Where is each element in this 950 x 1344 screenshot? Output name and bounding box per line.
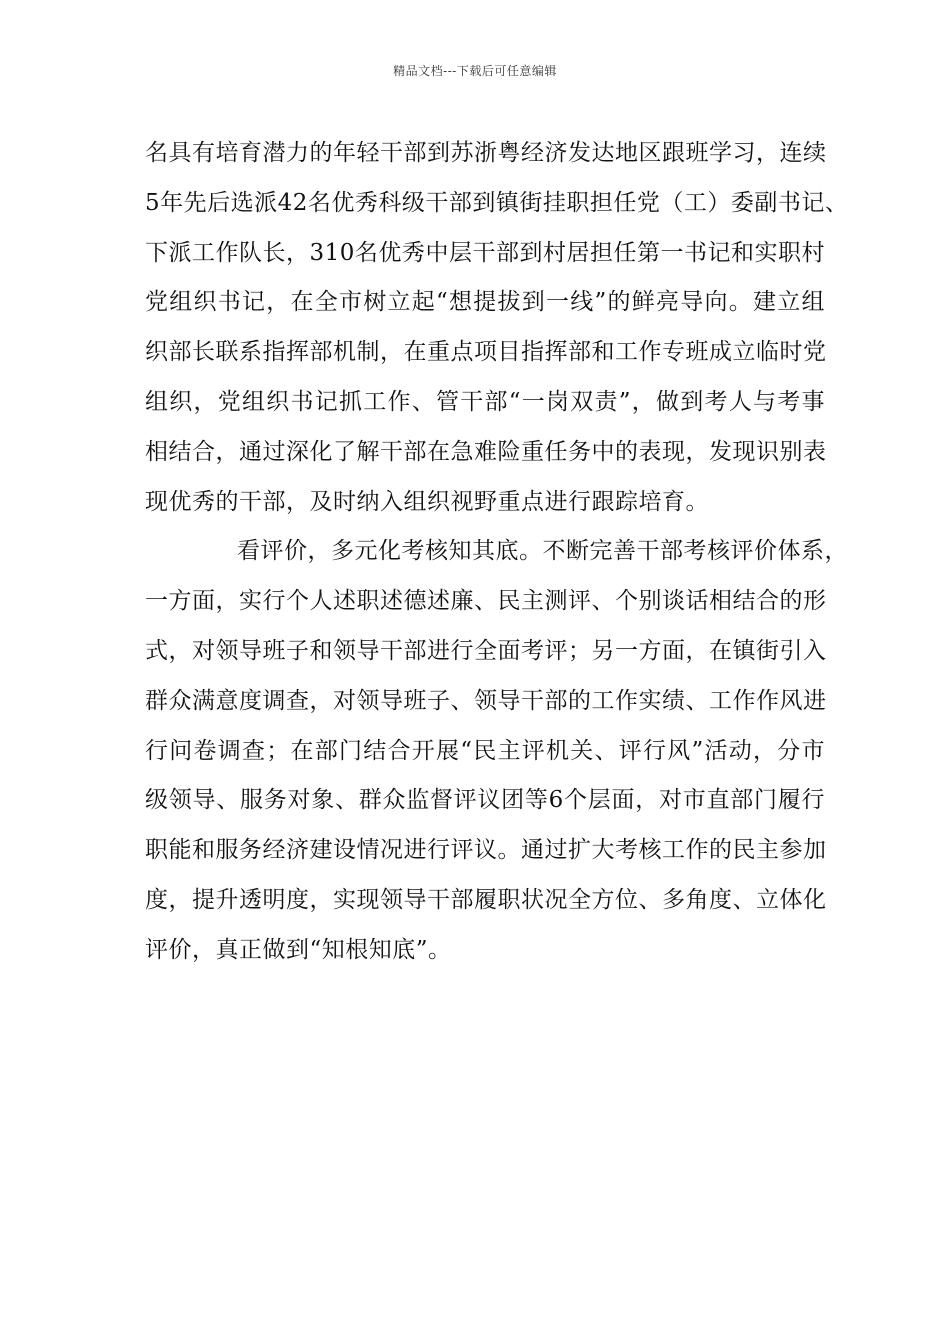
page-header: 精品文档---下载后可任意编辑 xyxy=(393,64,557,78)
paragraph-line: 织部长联系指挥部机制，在重点项目指挥部和工作专班成立临时党 xyxy=(145,339,827,366)
paragraph-line: 相结合，通过深化了解干部在急难险重任务中的表现，发现识别表 xyxy=(145,438,827,465)
paragraph-line: 一方面，实行个人述职述德述廉、民主测评、个别谈话相结合的形 xyxy=(145,588,827,615)
paragraph-line: 式，对领导班子和领导干部进行全面考评；另一方面，在镇街引入 xyxy=(145,637,827,664)
paragraph-line: 党组织书记，在全市树立起“想提拔到一线”的鲜亮导向。建立组 xyxy=(145,289,825,316)
paragraph-line: 看评价，多元化考核知其底。不断完善干部考核评价体系， xyxy=(237,538,848,565)
paragraph-line: 5年先后选派42名优秀科级干部到镇街挂职担任党（工）委副书记、 xyxy=(145,189,849,216)
paragraph-1 xyxy=(145,133,849,531)
paragraph-line: 名具有培育潜力的年轻干部到苏浙粤经济发达地区跟班学习，连续 xyxy=(145,140,827,166)
paragraph-line: 下派工作队长，310名优秀中层干部到村居担任第一书记和实职村 xyxy=(145,239,825,266)
document-body xyxy=(145,133,849,980)
paragraph-line: 群众满意度调查，对领导班子、领导干部的工作实绩、工作作风进 xyxy=(145,687,827,714)
paragraph-line: 行问卷调查；在部门结合开展“民主评机关、评行风”活动，分市 xyxy=(145,737,825,764)
paragraph-line: 级领导、服务对象、群众监督评议团等6个层面，对市直部门履行 xyxy=(145,787,825,814)
paragraph-line: 现优秀的干部，及时纳入组织视野重点进行跟踪培育。 xyxy=(145,488,709,515)
paragraph-line: 职能和服务经济建设情况进行评议。通过扩大考核工作的民主参加 xyxy=(145,837,827,864)
paragraph-line: 评价，真正做到“知根知底”。 xyxy=(145,936,452,963)
paragraph-line: 组织，党组织书记抓工作、管干部“一岗双责”，做到考人与考事 xyxy=(145,388,825,415)
paragraph-line: 度，提升透明度，实现领导干部履职状况全方位、多角度、立体化 xyxy=(145,886,827,913)
paragraph-2 xyxy=(145,531,848,979)
